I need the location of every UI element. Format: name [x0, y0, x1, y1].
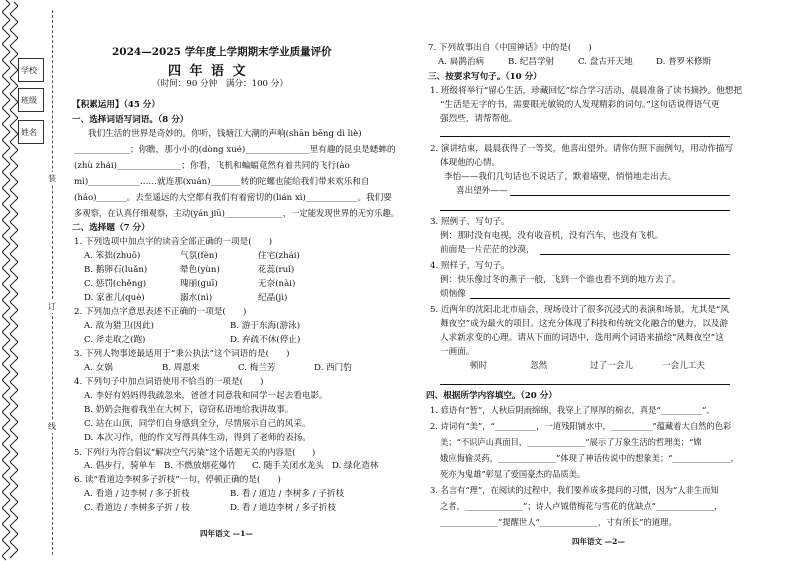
q5-option[interactable]: C. 随手关闭水龙头	[252, 461, 324, 471]
exam-title: 2024—2025 学年度上学期期末学业质量评价	[112, 46, 332, 58]
question-sentence-title: 三、按要求写句子。（10 分）	[428, 72, 542, 82]
q1-option: 无奈(nài)	[258, 279, 296, 289]
s2-answer-line[interactable]	[510, 195, 730, 196]
q4-option[interactable]: D. 本次习作，他的作文写得具体生动，得到了老师的表扬。	[84, 433, 311, 443]
q3-option[interactable]: B. 周恩来	[162, 363, 200, 373]
s1-text-line: “生活是无字的书，需要眼光敏锐的人发现精彩的词句。”这句话说得语气更	[440, 100, 720, 110]
q1-option: 气氛(fèn)	[180, 251, 218, 261]
s5-text-line: 人求新求变的心理。请从下面的词语中，选用两个词语来描绘“风舞夜空”这	[440, 333, 724, 343]
q2-option[interactable]: B. 游于东海(游泳)	[230, 321, 301, 331]
s4-stem: 4. 照样子，写句子。	[430, 261, 510, 271]
s5-text-line: 一画面。	[440, 347, 475, 357]
s5-answer-line[interactable]	[440, 384, 730, 385]
q5-stem: 5. 下列行为符合倡议“解决空气污染”这个话题无关的内容是( )	[74, 447, 316, 457]
f3-text-line: ______________”提醒世人“______________，寸有所长”的道理。	[440, 517, 677, 527]
right-page-footer: 四年语文 —2—	[572, 537, 625, 546]
q1-stem: 1. 下列选项中加点字的读音全部正确的一项是( )	[74, 237, 273, 247]
s2-answer-line-2[interactable]	[440, 210, 730, 211]
q1-option[interactable]: A. 笨拙(zhuō)	[84, 251, 141, 261]
s1-answer-line[interactable]	[440, 136, 730, 137]
q1-option[interactable]: D. 家雀儿(què)	[84, 293, 145, 303]
q1-option: 花蕊(ruǐ)	[258, 265, 295, 275]
s2-text-line: 体现他的心情。	[440, 158, 501, 168]
q3-option[interactable]: C. 梅兰芳	[238, 363, 276, 373]
f3-text-line: 之者，______________”；诗人卢钺借梅花与雪花的优缺点“______________，	[440, 501, 723, 511]
q6-stem: 6. 读“看道边李树多子折枝”一句，停顿正确的是( )	[74, 475, 281, 485]
vocab-para-line: (zhù zhái)_______________；你看，飞机和蝙蝠竟然有着共同的飞行(ào	[74, 161, 350, 171]
q1-option[interactable]: C. 惩罚(chěng)	[84, 279, 147, 289]
s4-prompt: 烦恼像	[440, 289, 466, 299]
s5-word: 一会儿工夫	[662, 361, 705, 371]
q2-stem: 2. 下列加点字意思表述不正确的一项是( )	[74, 307, 247, 317]
vocab-para-line: 我们生活的世界是奇妙的。你听，钱塘江大潮的声响(shān bēng dì liè)	[88, 129, 362, 139]
q1-option[interactable]: B. 鹅卵石(luǎn)	[84, 265, 148, 275]
binding-class-field[interactable]	[18, 88, 44, 112]
section-accumulation-title: 【积累运用】（45 分）	[72, 100, 160, 110]
f1-text: 1. 谚语有“暂”，人秋后阴雨绵绵，我穿上了厚厚的棉衣，真是“__________”。	[430, 405, 715, 415]
s5-word: 顿时	[470, 361, 488, 371]
vocab-para-line: mì)____________……就连那(xuán)_______转的陀螺也能给我们带来欢乐和自	[74, 177, 370, 187]
s2-prompt: 喜出望外——	[456, 186, 508, 196]
left-page-footer: 四年语文 —1—	[200, 529, 253, 538]
binding-name-field[interactable]	[18, 120, 44, 144]
q1-option: 晕色(yùn)	[180, 265, 220, 275]
q4-option[interactable]: C. 站在山顶，同学们自身感到全分，尽情展示自己的风采。	[84, 419, 311, 429]
s3-prompt: 前面是一片茫茫的沙漠，	[440, 245, 535, 255]
s3-answer-line[interactable]	[540, 254, 730, 255]
vocab-para-line: (háo)_______。去至遥远的大空都有我们有着密切的(lián xì)____________。我们要	[74, 193, 392, 203]
q5-option[interactable]: A. 倡步行，骑单车	[84, 461, 156, 471]
binding-school-field[interactable]	[18, 58, 44, 82]
q3-stem: 3. 下列人物事迹最适用于“秉公执法”这个词语的是( )	[74, 349, 290, 359]
q7-option[interactable]: D. 普罗米修斯	[656, 57, 712, 67]
q6-option[interactable]: D. 看 / 道边李树 / 多子折枝	[230, 503, 337, 513]
binding-strip	[0, 0, 62, 561]
f2-text-line: 2. 诗词有“美”，“__________，一道残阳铺水中，__________”蕴藏着大自然的色彩	[430, 421, 732, 431]
q4-option[interactable]: A. 李好有妈妈得我疏忽来，爸爸才同意我和同学一起去看电影。	[84, 391, 328, 401]
binding-name-label: 姓名	[21, 127, 37, 137]
q7-stem: 7. 下列故事出自《中国神话》中的是( )	[428, 43, 592, 53]
q2-option[interactable]: D. 弃疏不休(停止)	[230, 335, 301, 345]
s3-stem: 3. 照例子，写句子。	[430, 217, 510, 227]
zigzag-border	[2, 0, 10, 561]
zigzag-border-inner	[10, 0, 18, 561]
q4-stem: 4. 下列句子中加点词语使用不恰当的一项是( )	[74, 377, 264, 387]
q1-option: 溺水(nì)	[180, 293, 213, 303]
q1-option: 瑰丽(guī)	[180, 279, 218, 289]
q2-option[interactable]: C. 斧走取之(跑)	[84, 335, 146, 345]
question-vocab-title: 一、选择词语写词语。（8 分）	[72, 115, 189, 125]
cut-line	[52, 10, 53, 555]
q3-option[interactable]: D. 西门豹	[314, 363, 352, 373]
vocab-para-line: 多观察，在认真仔细观察，主动(yán jiū)______________，一定能发现世界的无穷乐趣。	[74, 208, 400, 218]
cut-char-ding: 订	[48, 302, 56, 311]
s1-text-line: 强烈些，请帮帮他。	[440, 114, 518, 124]
f2-text-line: 娥应悔偷灵药，______________”体现了神话传说中的想象美；“______________，	[440, 453, 739, 463]
q4-option[interactable]: B. 奶奶会拖着我坐在大树下，窃窃私语地给我讲故事。	[84, 405, 294, 415]
q2-option[interactable]: A. 敌为猎卫(因此)	[84, 321, 154, 331]
s5-word: 忽然	[530, 361, 548, 371]
q1-option: 住宅(zhái)	[258, 251, 300, 261]
q7-option[interactable]: A. 扁鹊治病	[438, 57, 485, 67]
exam-meta: （时间：90 分钟 满分：100 分）	[152, 79, 288, 89]
exam-subject: 四 年 语 文	[168, 64, 248, 79]
s4-example: 例：快乐像过冬的燕子一般，飞到一个谁也看不到的地方去了。	[440, 275, 681, 285]
s4-answer-line[interactable]	[470, 298, 730, 299]
s5-text-line: 舞夜空”成为最火的项目。这充分体现了科技和传统文化融合的魅力，以及游	[440, 319, 728, 329]
f3-text-line: 3. 名言有“理”，在阅读的过程中，我们要养成多提问的习惯，因为“人非生而知	[430, 485, 719, 495]
q6-option[interactable]: C. 看道边 / 李树多子折 / 枝	[84, 503, 190, 513]
q7-option[interactable]: B. 纪昌学射	[508, 57, 555, 67]
s2-text-line: 2. 演讲结束，晨晨获得了一等奖，他喜出望外。请你仿照下面例句，用动作描写	[430, 144, 734, 154]
s2-example: 李怡——我们几句话也不说话了，默着墙壁，悄悄地走出去。	[444, 172, 677, 182]
f2-text-line: 死亦为鬼雄”彰显了爱国豪杰的品质美。	[440, 469, 586, 479]
q5-option[interactable]: B. 不燃放烟花爆竹	[164, 461, 236, 471]
vocab-para-line: _____________；你瞧，那小小的(dòng xué)_______________里有趣的昆虫是蟋蟀的	[74, 145, 396, 155]
s5-text-line: 5. 近两年的沈阳北北市庙会，现场设计了很多沉浸式的表演和场景，尤其是“风	[430, 305, 729, 315]
binding-class-label: 班级	[21, 95, 37, 105]
s3-example: 例：那时没有电视，没有收音机，没有汽车，也没有飞机。	[440, 231, 664, 241]
cut-char-xian: 线	[48, 422, 56, 431]
q7-option[interactable]: C. 盘古开天地	[578, 57, 633, 67]
q6-option[interactable]: A. 看道 / 边李树 / 多子折枝	[84, 489, 190, 499]
s5-word: 过了一会儿	[590, 361, 633, 371]
question-fill-title: 四、根据所学内容填空。（20 分）	[426, 391, 557, 401]
f2-text-line: 美；“不识庐山真面目，______________”展示了万象生活的哲理美；“嫦	[440, 437, 702, 447]
binding-school-label: 学校	[21, 65, 37, 75]
question-choice-title: 二、选择题（7 分）	[72, 223, 150, 233]
q6-option[interactable]: B. 看 / 道边 / 李树多 / 子折枝	[230, 489, 345, 499]
q5-option[interactable]: D. 绿化造林	[332, 461, 379, 471]
q3-option[interactable]: A. 女娲	[84, 363, 113, 373]
s1-text-line: 1. 班级将举行“留心生活，珍藏回忆”综合学习活动，晨晨准备了读书摘抄。他想把	[430, 86, 742, 96]
q1-option: 纪晶(jì)	[258, 293, 288, 303]
cut-char-zhuang: 装	[48, 174, 56, 183]
